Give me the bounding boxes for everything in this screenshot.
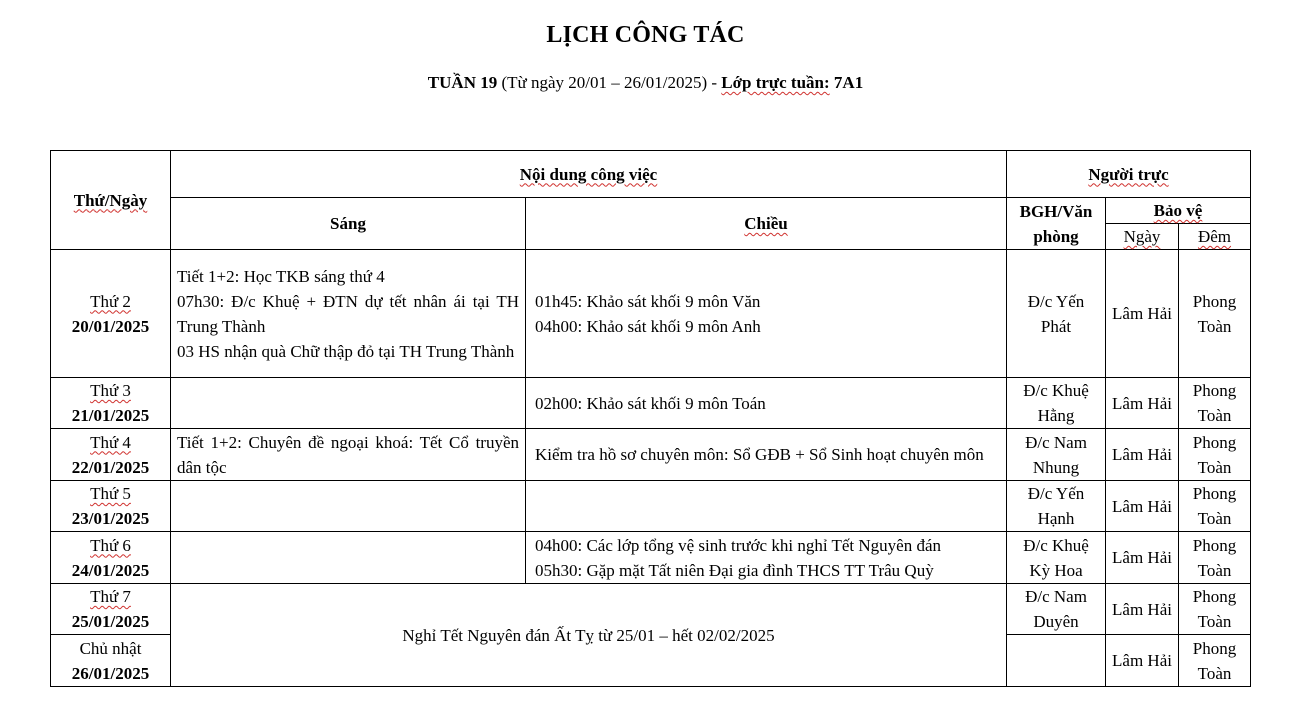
- guard-night-cell: Phong Toàn: [1179, 481, 1251, 532]
- guard-day-cell: Lâm Hải: [1106, 532, 1179, 584]
- header-bgh: BGH/Văn phòng: [1007, 198, 1106, 250]
- guard-day-cell: Lâm Hải: [1106, 481, 1179, 532]
- bgh-cell: Đ/c Khuệ Kỳ Hoa: [1007, 532, 1106, 584]
- table-row: [51, 378, 1251, 429]
- guard-day-cell: Lâm Hải: [1106, 378, 1179, 429]
- week-range: (Từ ngày 20/01 – 26/01/2025) -: [501, 73, 718, 92]
- morning-cell: [171, 532, 526, 584]
- week-subtitle: [0, 73, 1291, 93]
- header-morning: Sáng: [171, 198, 526, 250]
- schedule-table: [50, 150, 1251, 687]
- table-row: [51, 584, 1251, 635]
- table-row: [51, 481, 1251, 532]
- morning-cell: [171, 481, 526, 532]
- day-cell: Thứ 7 25/01/2025: [51, 584, 171, 635]
- header-duty: Người trực: [1007, 151, 1251, 198]
- morning-cell: [171, 378, 526, 429]
- day-cell: Thứ 2 20/01/2025: [51, 250, 171, 378]
- morning-cell: Tiết 1+2: Chuyên đề ngoại khoá: Tết Cổ truyền dân tộc: [171, 429, 526, 481]
- header-afternoon: Chiều: [526, 198, 1007, 250]
- guard-day-cell: Lâm Hải: [1106, 250, 1179, 378]
- day-cell: Thứ 6 24/01/2025: [51, 532, 171, 584]
- bgh-cell: Đ/c Yến Hạnh: [1007, 481, 1106, 532]
- duty-class-value: 7A1: [833, 73, 864, 92]
- bgh-cell: [1007, 635, 1106, 687]
- morning-cell: Tiết 1+2: Học TKB sáng thứ 4 07h30: Đ/c Khuệ + ĐTN dự tết nhân ái tại TH Trung Thành 03 HS nhận quà Chữ thập đỏ tại TH Trung Thành: [171, 250, 526, 378]
- table-row: [51, 250, 1251, 378]
- header-guard-night: Đêm: [1179, 224, 1251, 250]
- afternoon-cell: [526, 481, 1007, 532]
- guard-night-cell: Phong Toàn: [1179, 532, 1251, 584]
- guard-night-cell: Phong Toàn: [1179, 584, 1251, 635]
- day-cell: Thứ 5 23/01/2025: [51, 481, 171, 532]
- bgh-cell: Đ/c Khuệ Hằng: [1007, 378, 1106, 429]
- afternoon-cell: Kiểm tra hồ sơ chuyên môn: Sổ GĐB + Sổ Sinh hoạt chuyên môn: [526, 429, 1007, 481]
- guard-night-cell: Phong Toàn: [1179, 250, 1251, 378]
- day-cell: Chủ nhật 26/01/2025: [51, 635, 171, 687]
- bgh-cell: Đ/c Yến Phát: [1007, 250, 1106, 378]
- duty-class-label: Lớp trực tuần:: [721, 73, 830, 92]
- day-cell: Thứ 4 22/01/2025: [51, 429, 171, 481]
- guard-day-cell: Lâm Hải: [1106, 635, 1179, 687]
- week-label: TUẦN 19: [427, 73, 498, 92]
- day-cell: Thứ 3 21/01/2025: [51, 378, 171, 429]
- table-row: [51, 532, 1251, 584]
- guard-night-cell: Phong Toàn: [1179, 429, 1251, 481]
- header-guard: Bảo vệ: [1106, 198, 1251, 224]
- afternoon-cell: 01h45: Khảo sát khối 9 môn Văn 04h00: Khảo sát khối 9 môn Anh: [526, 250, 1007, 378]
- header-guard-day: Ngày: [1106, 224, 1179, 250]
- header-content: Nội dung công việc: [171, 151, 1007, 198]
- bgh-cell: Đ/c Nam Nhung: [1007, 429, 1106, 481]
- bgh-cell: Đ/c Nam Duyên: [1007, 584, 1106, 635]
- page-title: LỊCH CÔNG TÁC: [546, 22, 745, 48]
- table-row: [51, 429, 1251, 481]
- afternoon-cell: 04h00: Các lớp tổng vệ sinh trước khi nghỉ Tết Nguyên đán 05h30: Gặp mặt Tất niên Đại gia đình THCS TT Trâu Quỳ: [526, 532, 1007, 584]
- guard-day-cell: Lâm Hải: [1106, 584, 1179, 635]
- guard-day-cell: Lâm Hải: [1106, 429, 1179, 481]
- guard-night-cell: Phong Toàn: [1179, 635, 1251, 687]
- header-day: Thứ/Ngày: [51, 151, 171, 250]
- holiday-note: Nghỉ Tết Nguyên đán Ất Tỵ từ 25/01 – hết 02/02/2025: [171, 584, 1007, 687]
- afternoon-cell: 02h00: Khảo sát khối 9 môn Toán: [526, 378, 1007, 429]
- guard-night-cell: Phong Toàn: [1179, 378, 1251, 429]
